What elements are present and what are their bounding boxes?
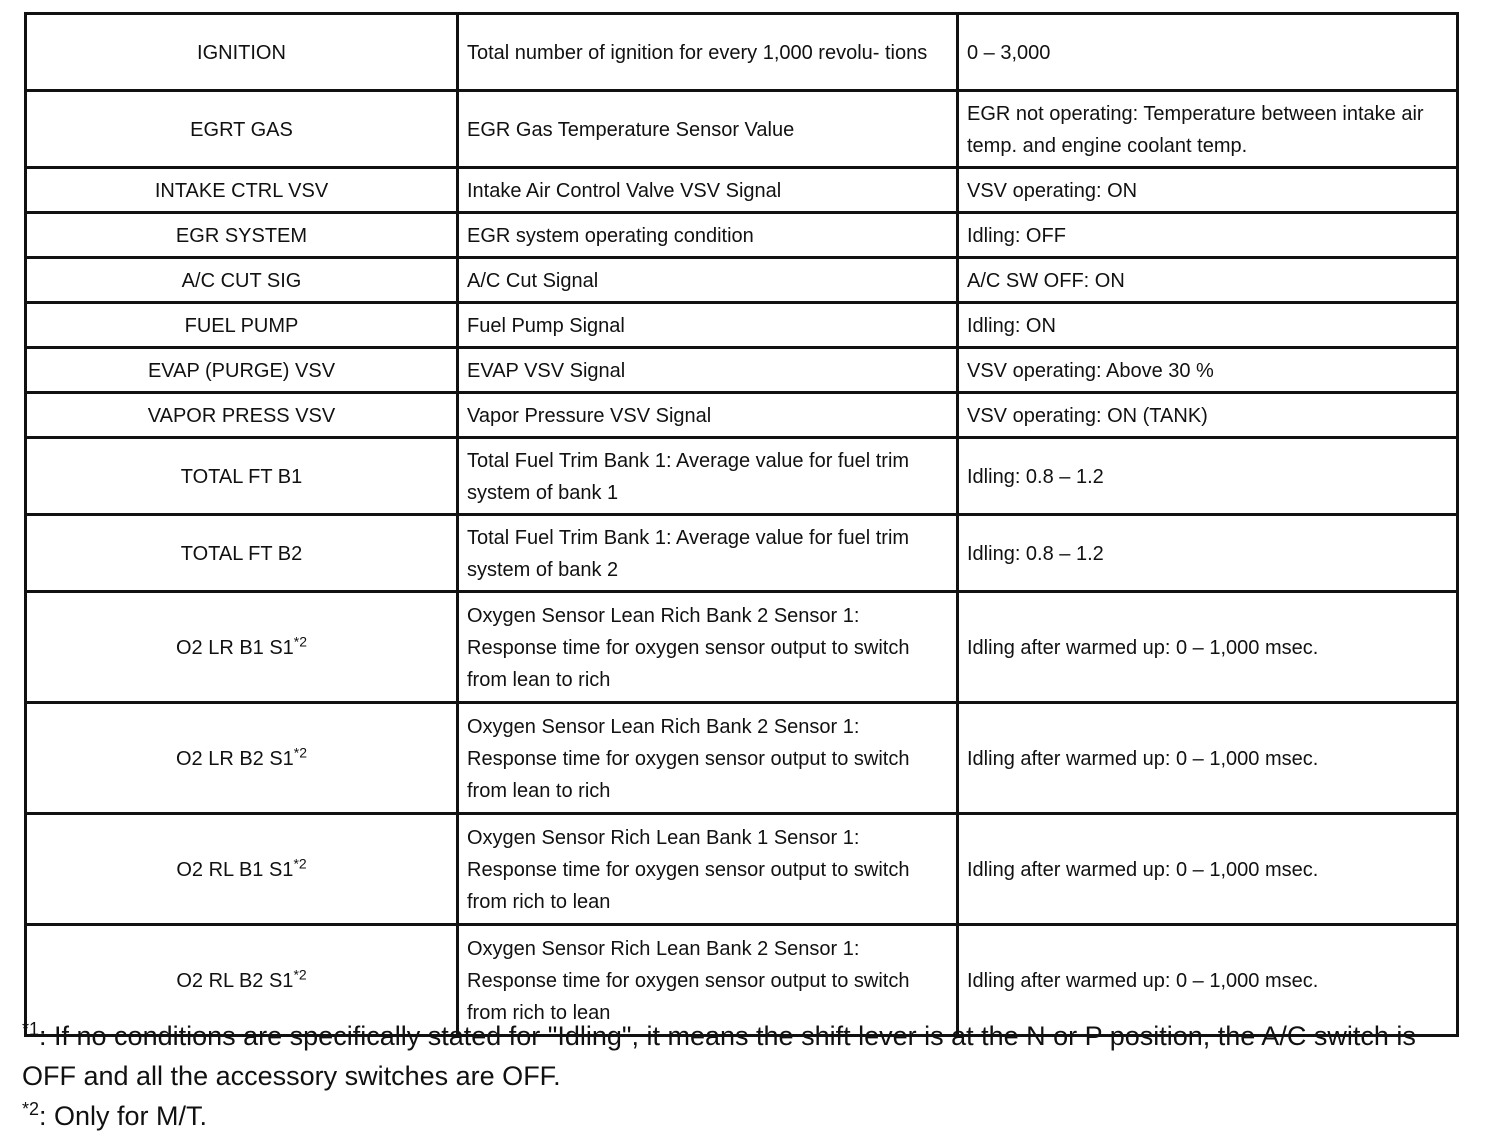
condition-cell: VSV operating: Above 30 % [958, 348, 1458, 393]
item-label: IGNITION [197, 42, 286, 64]
condition-cell: Idling: ON [958, 303, 1458, 348]
item-label: FUEL PUMP [184, 315, 299, 337]
item-label: O2 RL B2 S1 [176, 970, 294, 992]
condition-cell: Idling after warmed up: 0 – 1,000 msec. [958, 814, 1458, 925]
description-cell: Total number of ignition for every 1,000 revolu- tions [458, 14, 958, 91]
footnotes [22, 1016, 1462, 1136]
item-label: VAPOR PRESS VSV [147, 405, 336, 427]
footnote-1-text: : If no conditions are specifically stated for "Idling", it means the shift lever is at the N or P position, the A/C switch is OFF and all the accessory switches are OFF. [22, 1021, 1416, 1091]
description-cell: Total Fuel Trim Bank 1: Average value for fuel trim system of bank 2 [458, 515, 958, 592]
condition-cell: EGR not operating: Temperature between intake air temp. and engine coolant temp. [958, 91, 1458, 168]
description-cell: Oxygen Sensor Rich Lean Bank 1 Sensor 1: Response time for oxygen sensor output to switch from rich to lean [458, 814, 958, 925]
item-label: O2 LR B1 S1 [175, 637, 294, 659]
description-cell: A/C Cut Signal [458, 258, 958, 303]
table-row [26, 814, 1458, 925]
table-row [26, 303, 1458, 348]
condition-cell: VSV operating: ON (TANK) [958, 393, 1458, 438]
item-superscript: *2 [293, 633, 308, 650]
table-row [26, 592, 1458, 703]
item-cell [26, 592, 458, 703]
footnote-2-text: : Only for M/T. [39, 1101, 208, 1131]
condition-cell: VSV operating: ON [958, 168, 1458, 213]
description-cell: Total Fuel Trim Bank 1: Average value for fuel trim system of bank 1 [458, 438, 958, 515]
description-cell: EGR system operating condition [458, 213, 958, 258]
item-superscript: *2 [293, 744, 308, 761]
table-row [26, 348, 1458, 393]
item-cell [26, 814, 458, 925]
table-row [26, 91, 1458, 168]
condition-cell: Idling: OFF [958, 213, 1458, 258]
footnote-1-mark: *1 [22, 1019, 40, 1039]
description-cell: Oxygen Sensor Lean Rich Bank 2 Sensor 1: Response time for oxygen sensor output to switch from lean to rich [458, 592, 958, 703]
item-label: A/C CUT SIG [181, 270, 302, 292]
table-row [26, 438, 1458, 515]
item-label: EGR SYSTEM [175, 225, 308, 247]
description-cell: Oxygen Sensor Rich Lean Bank 2 Sensor 1: Response time for oxygen sensor output to switch from rich to lean [458, 925, 958, 1036]
item-label: O2 RL B1 S1 [176, 859, 294, 881]
item-cell [26, 258, 458, 303]
description-cell: EVAP VSV Signal [458, 348, 958, 393]
condition-cell: A/C SW OFF: ON [958, 258, 1458, 303]
item-superscript: *2 [293, 966, 307, 983]
description-cell: Intake Air Control Valve VSV Signal [458, 168, 958, 213]
item-cell [26, 168, 458, 213]
item-cell [26, 515, 458, 592]
condition-cell: Idling after warmed up: 0 – 1,000 msec. [958, 703, 1458, 814]
item-label: O2 LR B2 S1 [175, 748, 294, 770]
table-row [26, 14, 1458, 91]
item-cell [26, 303, 458, 348]
data-list-table-container [24, 12, 1456, 1037]
item-label: EVAP (PURGE) VSV [147, 360, 336, 382]
table-row [26, 258, 1458, 303]
item-superscript: *2 [293, 855, 307, 872]
condition-cell: Idling after warmed up: 0 – 1,000 msec. [958, 925, 1458, 1036]
item-label: EGRT GAS [190, 119, 293, 141]
item-label: INTAKE CTRL VSV [154, 180, 329, 202]
table-row [26, 393, 1458, 438]
table-row [26, 168, 1458, 213]
table-row [26, 703, 1458, 814]
condition-cell: Idling: 0.8 – 1.2 [958, 515, 1458, 592]
item-cell [26, 348, 458, 393]
footnote-2-mark: *2 [22, 1099, 40, 1119]
condition-cell: Idling: 0.8 – 1.2 [958, 438, 1458, 515]
table-row [26, 213, 1458, 258]
description-cell: Oxygen Sensor Lean Rich Bank 2 Sensor 1: Response time for oxygen sensor output to switch from lean to rich [458, 703, 958, 814]
condition-cell: 0 – 3,000 [958, 14, 1458, 91]
item-label: TOTAL FT B2 [180, 543, 303, 565]
description-cell: EGR Gas Temperature Sensor Value [458, 91, 958, 168]
item-cell [26, 703, 458, 814]
item-cell [26, 213, 458, 258]
description-cell: Fuel Pump Signal [458, 303, 958, 348]
item-cell [26, 393, 458, 438]
condition-cell: Idling after warmed up: 0 – 1,000 msec. [958, 592, 1458, 703]
footnote-1 [22, 1016, 1462, 1096]
item-cell [26, 14, 458, 91]
item-cell [26, 91, 458, 168]
description-cell: Vapor Pressure VSV Signal [458, 393, 958, 438]
table-row [26, 515, 1458, 592]
footnote-2 [22, 1096, 1462, 1136]
item-label: TOTAL FT B1 [180, 466, 303, 488]
data-list-table [24, 12, 1459, 1037]
item-cell [26, 438, 458, 515]
